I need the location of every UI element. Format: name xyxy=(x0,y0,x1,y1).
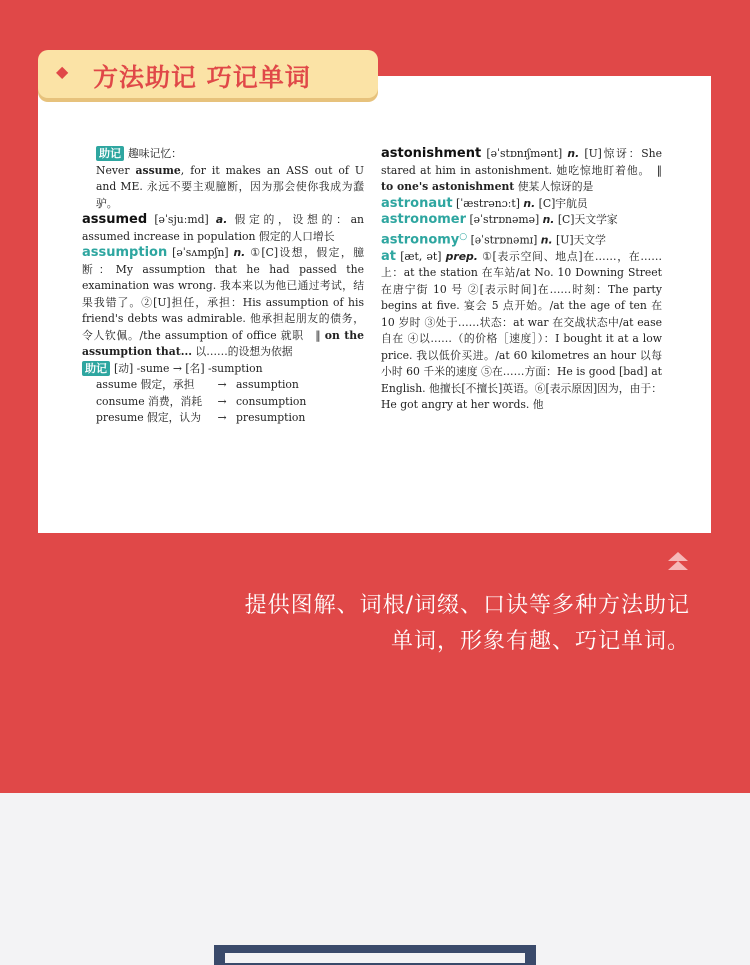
arrow-icon: → xyxy=(217,394,227,408)
arrow-icon: → xyxy=(217,411,227,424)
section-tag xyxy=(38,50,378,98)
definition: [U]惊讶：She stared at him in astonishment. 她吃惊地盯着他。 ‖ xyxy=(381,147,662,177)
phonetic: [əˈsjuːmd] xyxy=(147,213,216,226)
entry-assumed xyxy=(82,212,364,245)
definition: [C]宇航员 xyxy=(535,196,588,210)
verb-cell: consume 消费，消耗 xyxy=(96,394,203,408)
mnemonic-text: Never xyxy=(96,163,136,177)
verb-cell: presume 假定，认为 xyxy=(96,411,202,424)
table-row xyxy=(96,377,364,394)
phonetic: [æt, ət] xyxy=(396,249,446,263)
definition: ①[表示空间、地点]在……，在……上：at the station 在车站/at No. 10 Downing Street 在唐宁街 10 号 ②[表示时间]在……时刻：The party begins at five. 宴会 5 点开始。/at the age of ten 在 10 岁时 ③处于……状态：at war 在交战状态中/at ease 自在 ④以……（的价格［速度］）：I bought it at a low price. 我以低价买进。/at 60 kilometres an hour 以每小时 60 千米的速度 ⑤在……方面：He is good [bad] at English. 他擅长[不擅长]英语。⑥[表示原因]因为，由于：He got angry at her words. 他 xyxy=(381,249,662,412)
phonetic: [əˈstrɒnəmə] xyxy=(466,213,543,226)
mnemonic-keyword: assume xyxy=(135,163,181,177)
dictionary-right-column xyxy=(381,146,662,414)
part-of-speech: n. xyxy=(567,147,580,160)
entry-astonishment xyxy=(381,146,662,196)
phrase: on the assumption that... xyxy=(82,328,364,358)
description-line-2: 单词，形象有趣、巧记单词。 xyxy=(390,629,690,654)
headword: astronaut xyxy=(381,195,453,211)
definition: [U]天文学 xyxy=(552,233,606,247)
phonetic: [əˈstɒnɪʃmənt] xyxy=(481,147,568,160)
book-preview-inner xyxy=(225,953,525,963)
table-row xyxy=(96,410,364,427)
section-title: 方法助记 巧记单词 xyxy=(93,63,311,92)
diamond-bullet-icon: ◆ xyxy=(56,62,69,81)
mnemonic-badge: 助记 xyxy=(82,361,110,376)
definition: ①[C]设想，假定，臆断：My assumption that he had passed the examination was wrong. 我本来以为他已通过考试，结果我错了。②[U]担任，承担：His assumption of his friend's debts was admirable. 他承担起朋友的债务，令人钦佩。/the assumption of office 就职 ‖ xyxy=(82,246,364,342)
chevron-up-icon[interactable] xyxy=(667,550,689,574)
mnemonic-intro: 趣味记忆： xyxy=(128,147,182,160)
mnemonic-block xyxy=(82,146,364,212)
part-of-speech: n. xyxy=(233,246,246,259)
entry-astronomer xyxy=(381,212,662,229)
verb-cell: assume 假定，承担 xyxy=(96,378,195,391)
phonetic: [əˈsʌmpʃn] xyxy=(167,246,234,259)
entry-astronomy xyxy=(381,229,662,249)
table-row xyxy=(96,394,364,411)
part-of-speech: n. xyxy=(540,233,553,247)
phonetic: [əˈstrɒnəmɪ] xyxy=(467,233,541,247)
headword: astronomy xyxy=(381,232,460,248)
dictionary-left-column xyxy=(82,146,364,427)
word-formation-table xyxy=(96,377,364,427)
mnemonic-rule xyxy=(82,361,364,378)
headword: astonishment xyxy=(381,146,482,161)
circle-mark-icon: ○ xyxy=(459,231,468,242)
phrase-definition: 以……的设想为依据 xyxy=(191,345,293,358)
headword: at xyxy=(381,248,396,264)
headword: astronomer xyxy=(381,212,467,227)
part-of-speech: prep. xyxy=(445,249,478,263)
noun-cell: presumption xyxy=(236,411,306,424)
mnemonic-badge: 助记 xyxy=(96,146,124,161)
mnemonic-text: , for it makes an ASS out of U and ME. 永远不要主观臆断，因为那会使你我成为蠢驴。 xyxy=(96,163,365,210)
part-of-speech: n. xyxy=(523,196,536,210)
entry-assumption xyxy=(82,245,364,361)
phrase-definition: 使某人惊讶的是 xyxy=(514,180,594,193)
mnemonic-rule-text: [动] -sume → [名] -sumption xyxy=(114,361,263,375)
definition: 假定的，设想的：an assumed increase in population 假定的人口增长 xyxy=(82,213,365,243)
phrase: to one's astonishment xyxy=(381,180,515,193)
arrow-icon: → xyxy=(217,378,227,391)
noun-cell: consumption xyxy=(236,394,307,408)
entry-at xyxy=(381,249,662,414)
phonetic: [ˈæstrənɔːt] xyxy=(452,196,524,210)
headword: assumed xyxy=(82,212,148,227)
entry-astronaut xyxy=(381,196,662,213)
headword: assumption xyxy=(82,245,168,260)
noun-cell: assumption xyxy=(236,378,299,391)
part-of-speech: n. xyxy=(542,213,555,226)
description-line-1: 提供图解、词根/词缀、口诀等多种方法助记 xyxy=(244,593,690,618)
definition: [C]天文学家 xyxy=(554,213,618,226)
part-of-speech: a. xyxy=(215,213,228,226)
